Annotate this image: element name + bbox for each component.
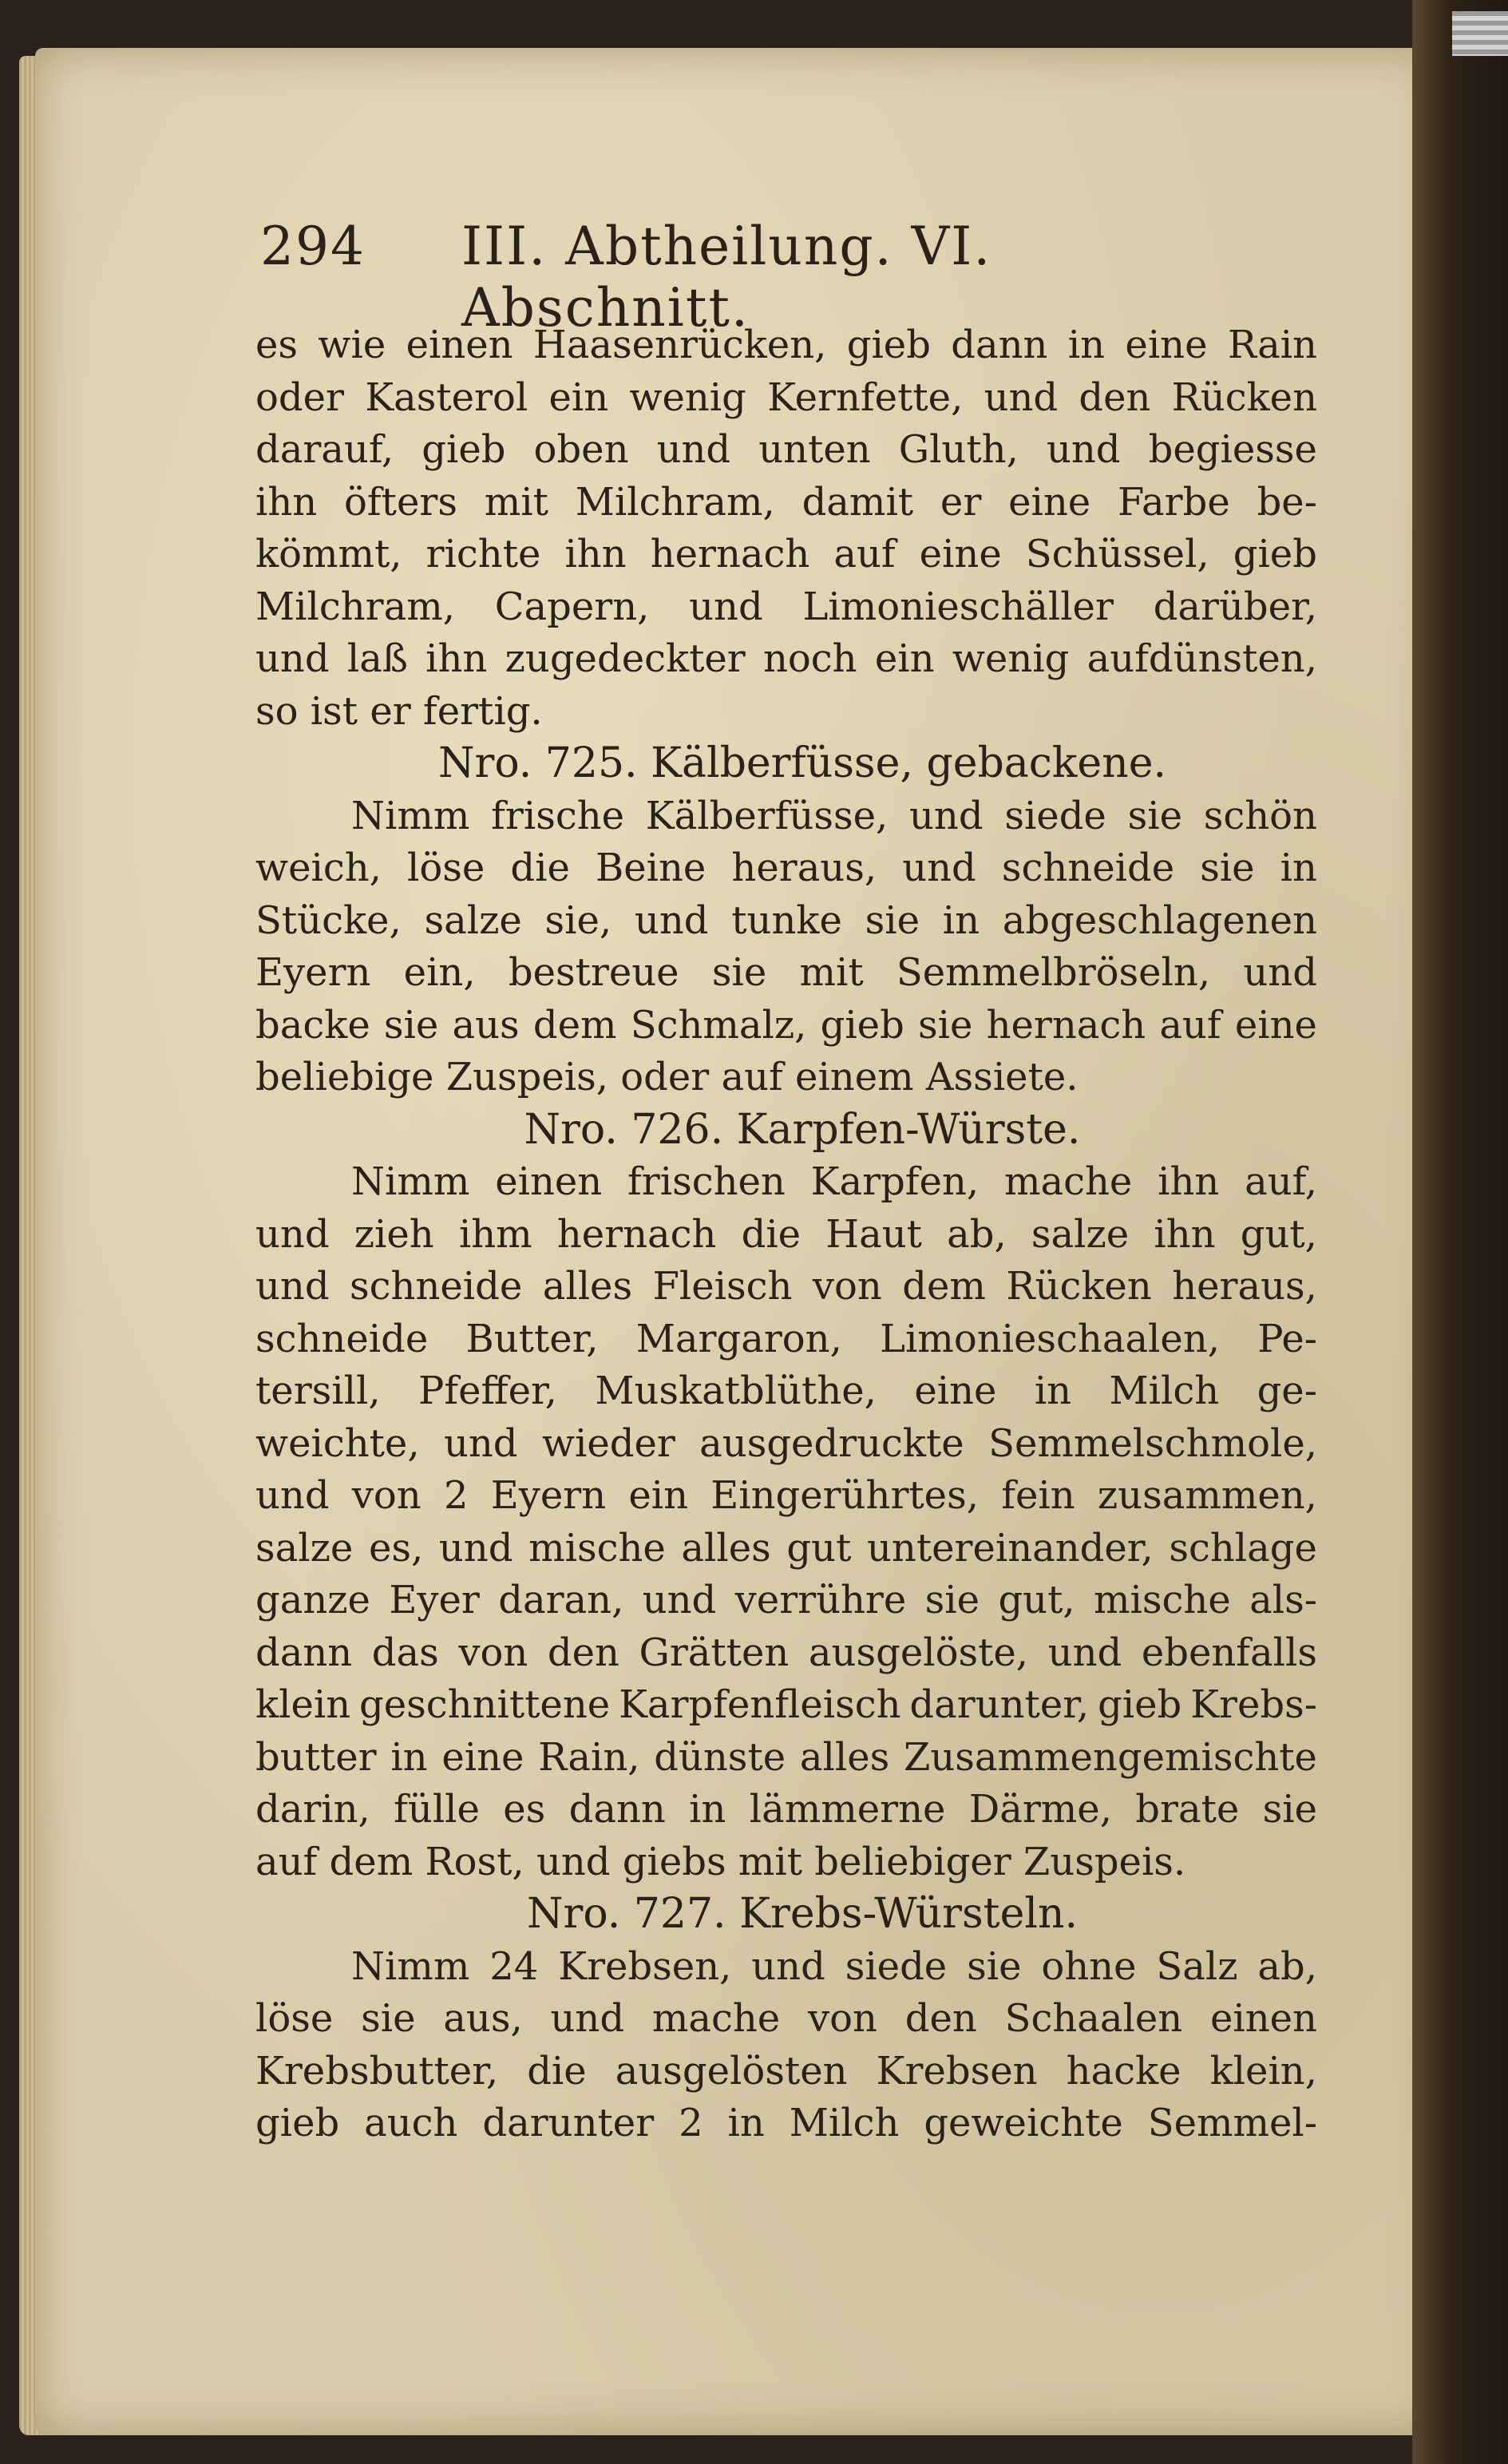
text-line: Krebsbutter, die ausgelösten Krebsen hacke klein, xyxy=(255,2048,1317,2094)
text-line: salze es, und mische alles gut untereinander, schlage xyxy=(255,1525,1317,1571)
text-line: Nimm 24 Krebsen, und siede sie ohne Salz ab, xyxy=(351,1943,1317,1989)
text-line: Eyern ein, bestreue sie mit Semmelbröseln, und xyxy=(255,950,1317,995)
text-line: und laß ihn zugedeckter noch ein wenig aufdünsten, xyxy=(255,636,1317,681)
text-line: Stücke, salze sie, und tunke sie in abgeschlagenen xyxy=(255,897,1317,943)
color-calibration-tab xyxy=(1452,11,1508,56)
book-gutter xyxy=(1412,0,1508,2464)
text-line: Nimm einen frischen Karpfen, mache ihn auf, xyxy=(351,1159,1317,1204)
text-line: so ist er fertig. xyxy=(255,688,543,734)
text-line: dann das von den Grätten ausgelöste, und ebenfalls xyxy=(255,1630,1317,1675)
text-line: darauf, gieb oben und unten Gluth, und begiesse xyxy=(255,427,1317,472)
text-line: es wie einen Haasenrücken, gieb dann in eine Rain xyxy=(255,323,1317,367)
text-line: weich, löse die Beine heraus, und schneide sie in xyxy=(255,846,1317,890)
text-line: und zieh ihm hernach die Haut ab, salze ihn gut, xyxy=(255,1211,1317,1257)
recipe-heading: Nro. 725. Kälberfüsse, gebackene. xyxy=(437,739,1166,787)
text-line: weichte, und wieder ausgedruckte Semmelschmole, xyxy=(255,1420,1317,1466)
text-line: ihn öfters mit Milchram, damit er eine Farbe be- xyxy=(255,479,1317,525)
text-line: beliebige Zuspeis, oder auf einem Assiete. xyxy=(255,1055,1079,1099)
text-line: oder Kasterol ein wenig Kernfette, und den Rücken xyxy=(255,374,1317,420)
page-body xyxy=(255,319,1317,2150)
text-line: schneide Butter, Margaron, Limonieschaalen, Pe- xyxy=(255,1316,1317,1361)
text-line: darin, fülle es dann in lämmerne Därme, brate sie xyxy=(255,1787,1317,1832)
text-line: kömmt, richte ihn hernach auf eine Schüssel, gieb xyxy=(255,532,1317,576)
recipe-heading: Nro. 726. Karpfen-Würste. xyxy=(524,1105,1081,1154)
recipe-727 xyxy=(255,1888,1317,2150)
text-line: tersill, Pfeffer, Muskatblüthe, eine in Milch ge- xyxy=(255,1369,1317,1413)
text-line: auf dem Rost, und giebs mit beliebiger Zuspeis. xyxy=(255,1839,1186,1884)
text-line: Nimm frische Kälberfüsse, und siede sie schön xyxy=(351,793,1317,838)
text-line: und von 2 Eyern ein Eingerührtes, fein zusammen, xyxy=(255,1473,1317,1518)
continued-paragraph xyxy=(255,319,1317,738)
page-number: 294 xyxy=(260,216,366,277)
text-line: Milchram, Capern, und Limonieschäller darüber, xyxy=(255,584,1317,629)
text-line: butter in eine Rain, dünste alles Zusammengemischte xyxy=(255,1734,1317,1780)
text-line: gieb auch darunter 2 in Milch geweichte Semmel- xyxy=(255,2101,1317,2145)
text-line: backe sie aus dem Schmalz, gieb sie hernach auf eine xyxy=(255,1002,1317,1048)
text-line: ganze Eyer daran, und verrühre sie gut, mische als- xyxy=(255,1578,1317,1622)
text-line: löse sie aus, und mache von den Schaalen einen xyxy=(255,1996,1317,2041)
text-line: klein geschnittene Karpfenfleisch darunter, gieb Krebs- xyxy=(255,1682,1317,1727)
recipe-heading: Nro. 727. Krebs-Würsteln. xyxy=(527,1890,1078,1938)
text-line: und schneide alles Fleisch von dem Rücken heraus, xyxy=(255,1264,1317,1309)
running-header xyxy=(260,216,1170,339)
recipe-726 xyxy=(255,1104,1317,1889)
running-title: III. Abtheilung. VI. Abschnitt. xyxy=(461,216,992,339)
recipe-725 xyxy=(255,738,1317,1104)
